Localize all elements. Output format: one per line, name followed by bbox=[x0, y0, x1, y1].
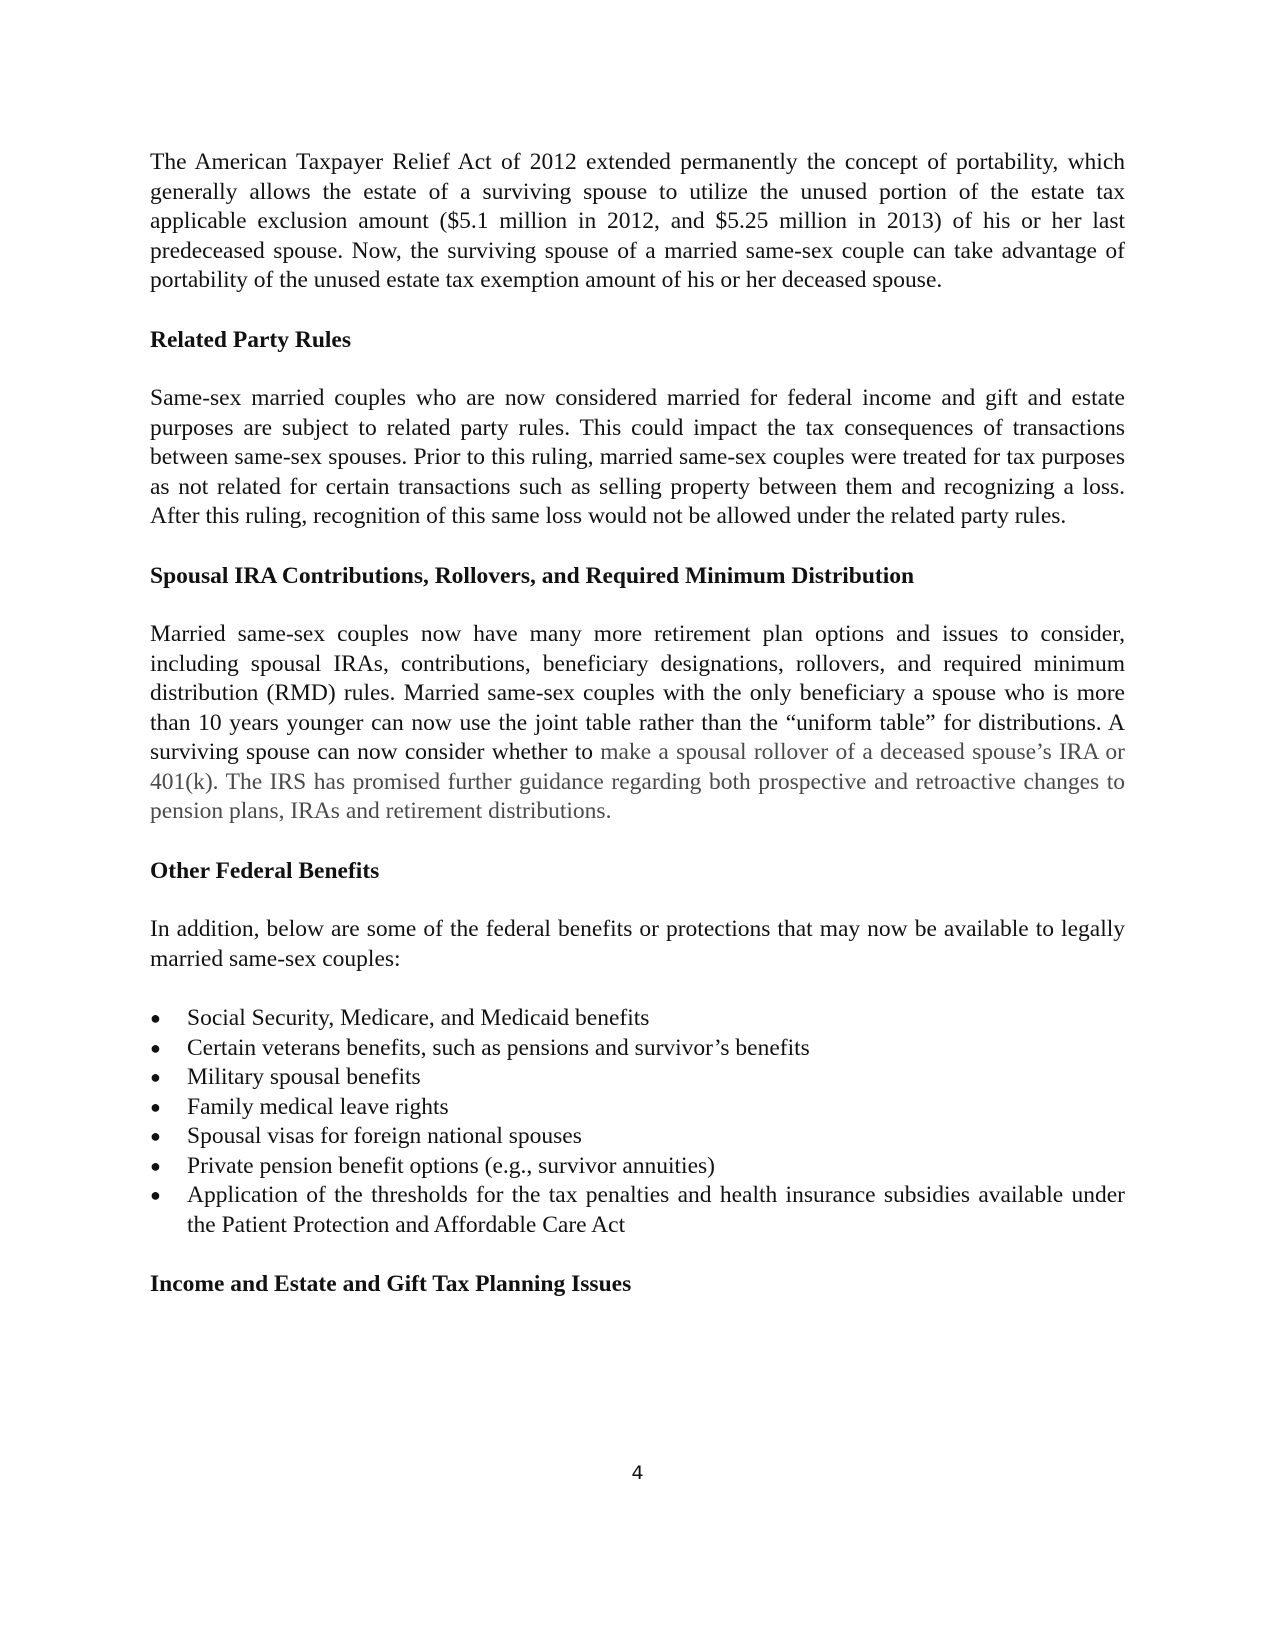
list-item-text: Certain veterans benefits, such as pensions and survivor’s benefits bbox=[187, 1034, 810, 1061]
page-number: 4 bbox=[631, 1462, 644, 1484]
list-item-text: Social Security, Medicare, and Medicaid benefits bbox=[187, 1005, 650, 1031]
list-item bbox=[150, 1152, 1125, 1182]
benefits-list bbox=[150, 1004, 1125, 1240]
intro-paragraph: The American Taxpayer Relief Act of 2012 extended permanently the concept of portability, which generally allows the estate of a surviving spouse to utilize the unused portion of the estate tax applicable exclusion amount ($5.1 million in 2012, and $5.25 million in 2013) of his or her last predeceased spouse. Now, the surviving spouse of a married same-sex couple can take advantage of portability of the unused estate tax exemption amount of his or her deceased spouse. bbox=[150, 149, 1125, 293]
section-heading-income-estate-gift-tax: Income and Estate and Gift Tax Planning Issues bbox=[150, 1271, 632, 1297]
bullet-icon: ● bbox=[150, 1008, 161, 1028]
spousal-ira-paragraph-part1: Married same-sex couples now have many more retirement plan options and issues to consider, including spousal IRAs, contributions, beneficiary designations, rollovers, and required minimum distribution (RMD) rules. Married same-sex couples with the only beneficiary a spouse who is more than 10 years younger can now use the joint table rather than the “uniform table” for distributions. A surviving spouse can now consider whether to bbox=[150, 621, 1125, 765]
bullet-icon: ● bbox=[150, 1126, 161, 1146]
bullet-icon: ● bbox=[150, 1037, 161, 1058]
list-item-text: Family medical leave rights bbox=[187, 1093, 449, 1120]
list-item bbox=[150, 1181, 1125, 1240]
list-item-text: Spousal visas for foreign national spouses bbox=[187, 1123, 582, 1149]
document-page bbox=[150, 148, 1125, 1300]
other-federal-benefits-paragraph: In addition, below are some of the federal benefits or protections that may now be available to legally married same-sex couples: bbox=[150, 916, 1125, 972]
list-item-text: Military spousal benefits bbox=[187, 1064, 421, 1090]
list-item bbox=[150, 1093, 1125, 1123]
related-party-rules-paragraph: Same-sex married couples who are now considered married for federal income and gift and estate purposes are subject to related party rules. This could impact the tax consequences of transactions between same-sex spouses. Prior to this ruling, married same-sex couples were treated for tax purposes as not related for certain transactions such as selling property between them and recognizing a loss. After this ruling, recognition of this same loss would not be allowed under the related party rules. bbox=[150, 385, 1125, 529]
spousal-ira-paragraph bbox=[150, 620, 1125, 827]
section-heading-spousal-ira: Spousal IRA Contributions, Rollovers, and Required Minimum Distribution bbox=[150, 562, 915, 589]
list-item bbox=[150, 1034, 1125, 1064]
bullet-icon: ● bbox=[150, 1185, 161, 1205]
bullet-icon: ● bbox=[150, 1155, 161, 1176]
section-heading-other-federal-benefits: Other Federal Benefits bbox=[150, 857, 380, 884]
list-item bbox=[150, 1122, 1125, 1152]
list-item bbox=[150, 1004, 1125, 1034]
list-item-text: Private pension benefit options (e.g., survivor annuities) bbox=[187, 1152, 715, 1179]
spousal-ira-paragraph-part2: make a spousal rollover of a deceased spouse’s IRA or 401(k). The IRS has promised further guidance regarding both prospective and retroactive changes to pension plans, IRAs and retirement distributions. bbox=[150, 739, 1125, 824]
list-item bbox=[150, 1063, 1125, 1093]
list-item-text: Application of the thresholds for the tax penalties and health insurance subsidies available under the Patient Protection and Affordable Care Act bbox=[187, 1182, 1125, 1238]
section-heading-related-party-rules: Related Party Rules bbox=[150, 326, 352, 353]
bullet-icon: ● bbox=[150, 1067, 161, 1087]
bullet-icon: ● bbox=[150, 1096, 161, 1117]
